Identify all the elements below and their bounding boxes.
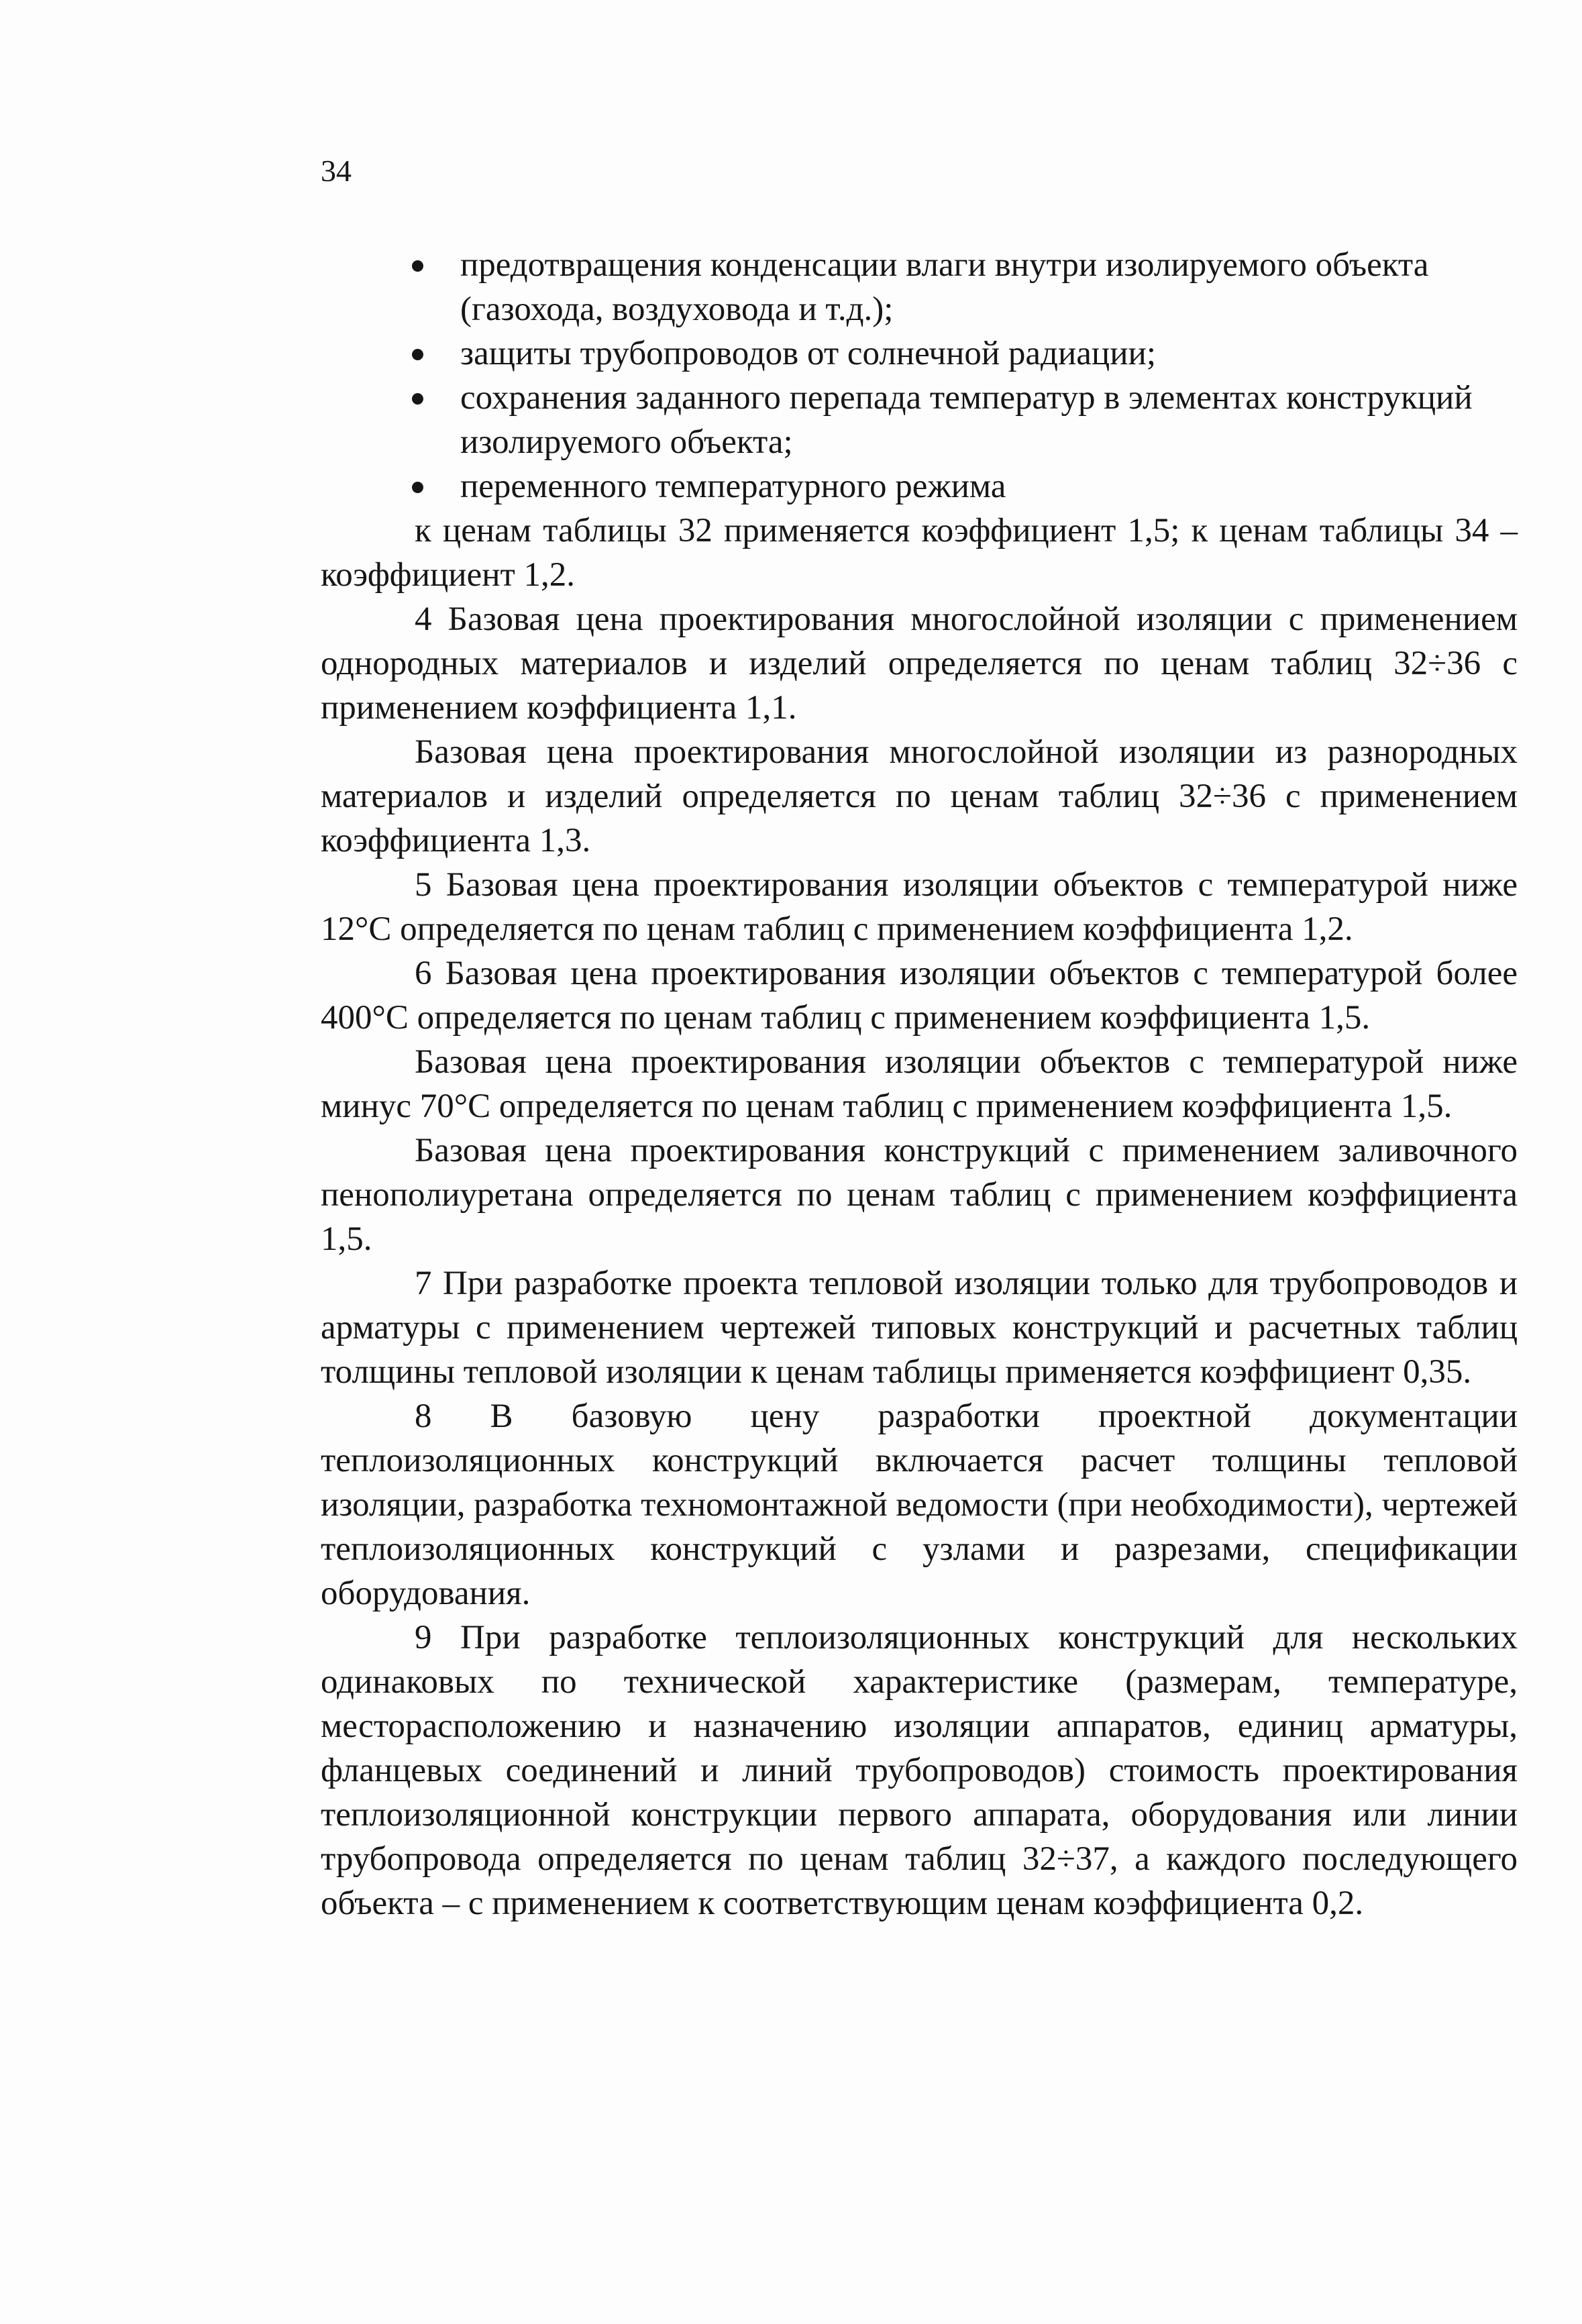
bullet-icon [412, 482, 423, 493]
bullet-item [321, 376, 1518, 464]
bullet-list [321, 243, 1518, 509]
bullet-icon [412, 349, 423, 360]
bullet-item [321, 243, 1518, 331]
paragraph-6-polyurethane: Базовая цена проектирования конструкций с применением заливочного пенополиуретана определяется по ценам таблиц с применением коэффициента 1,5. [321, 1132, 1518, 1258]
paragraph-5: 5 Базовая цена проектирования изоляции объектов с температурой ниже 12°С определяется по ценам таблиц с применением коэффициента 1,2. [321, 866, 1518, 948]
paragraph-9: 9 При разработке теплоизоляционных конструкций для нескольких одинаковых по технической характеристике (размерам, температуре, месторасположению и назначению изоляции аппаратов, единиц арматуры, фланцевых соединений и линий трубопроводов) стоимость проектирования теплоизоляционной конструкции первого аппарата, оборудования или линии трубопровода определяется по ценам таблиц 32÷37, а каждого последующего объекта – с применением к соответствующим ценам коэффициента 0,2. [321, 1619, 1518, 1922]
paragraph-6-minus-70: Базовая цена проектирования изоляции объектов с температурой ниже минус 70°С определяется по ценам таблиц с применением коэффициента 1,5. [321, 1043, 1518, 1125]
paragraph-coefficients-summary: к ценам таблицы 32 применяется коэффициент 1,5; к ценам таблицы 34 – коэффициент 1,2. [321, 512, 1518, 594]
paragraph-4-multilayer-heterogeneous: Базовая цена проектирования многослойной изоляции из разнородных материалов и изделий определяется по ценам таблиц 32÷36 с применением коэффициента 1,3. [321, 733, 1518, 859]
paragraph-7: 7 При разработке проекта тепловой изоляции только для трубопроводов и арматуры с применением чертежей типовых конструкций и расчетных таблиц толщины тепловой изоляции к ценам таблицы применяется коэффициент 0,35. [321, 1265, 1518, 1391]
paragraph-8: 8 В базовую цену разработки проектной документации теплоизоляционных конструкций включается расчет толщины тепловой изоляции, разработка техномонтажной ведомости (при необходимости), чертежей теплоизоляционных конструкций с узлами и разрезами, спецификации оборудования. [321, 1397, 1518, 1612]
bullet-icon [412, 393, 423, 405]
page-number: 34 [321, 154, 352, 188]
bullet-text: предотвращения конденсации влаги внутри изолируемого объекта (газохода, воздуховода и т.д.); [460, 246, 1429, 328]
bullet-icon [412, 260, 423, 272]
bullet-text: переменного температурного режима [460, 468, 1006, 505]
paragraph-4: 4 Базовая цена проектирования многослойной изоляции с применением однородных материалов и изделий определяется по ценам таблиц 32÷36 с применением коэффициента 1,1. [321, 600, 1518, 727]
page-body [321, 243, 1518, 1925]
bullet-text: защиты трубопроводов от солнечной радиации; [460, 335, 1156, 372]
bullet-item [321, 331, 1518, 376]
bullet-item [321, 464, 1518, 509]
bullet-text: сохранения заданного перепада температур в элементах конструкций изолируемого объекта; [460, 379, 1473, 461]
paragraph-6: 6 Базовая цена проектирования изоляции объектов с температурой более 400°С определяется по ценам таблиц с применением коэффициента 1,5. [321, 955, 1518, 1037]
